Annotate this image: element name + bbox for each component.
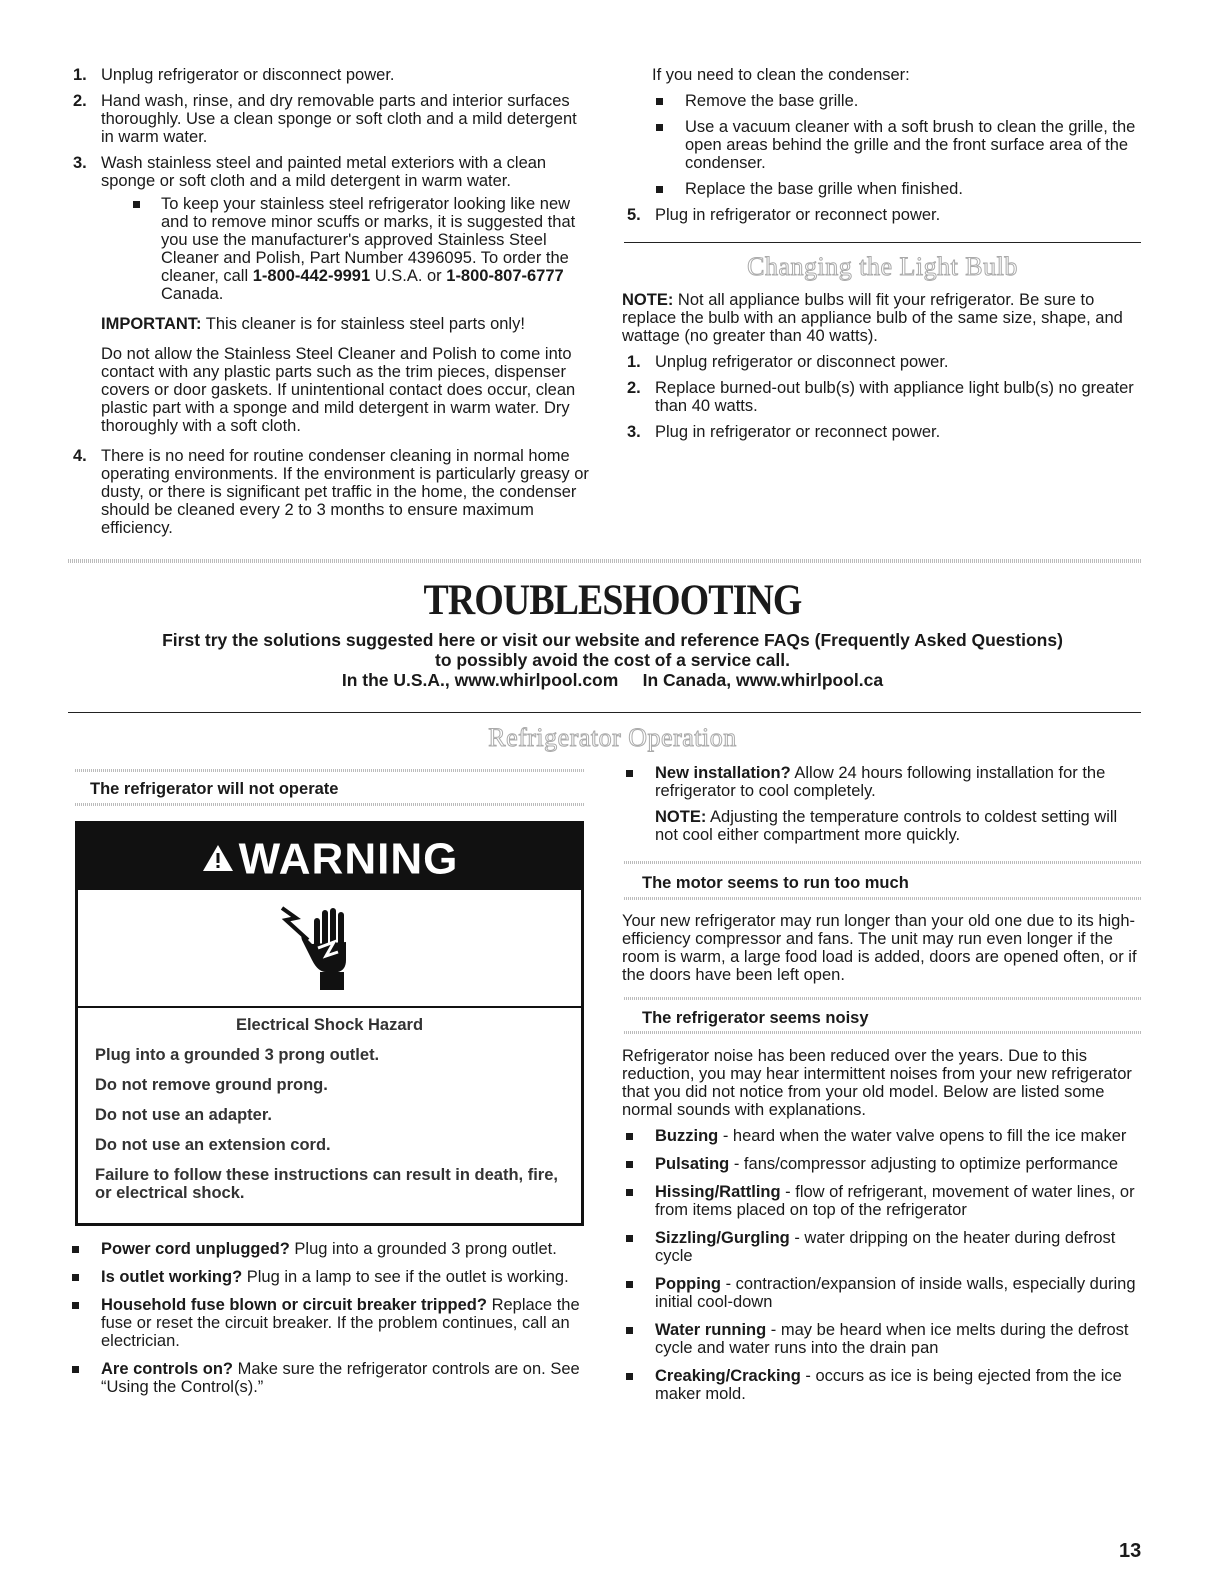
not-operate-heading: The refrigerator will not operate	[90, 780, 339, 798]
sound-item	[622, 1275, 1144, 1311]
warning-line: Failure to follow these instructions can result in death, fire, or electrical shock.	[95, 1166, 558, 1202]
warning-title: WARNING	[238, 834, 459, 884]
hatch-divider	[624, 1031, 1141, 1034]
hatch-divider	[624, 861, 1141, 864]
stainless-tip	[131, 195, 590, 303]
condenser-bullet: Remove the base grille.	[652, 92, 1144, 110]
note-text: Not all appliance bulbs will fit your refrigerator. Be sure to replace the bulb with an appliance bulb of the same size, shape, and wattage (no greater than 40 watts).	[622, 291, 1123, 345]
page-number: 13	[1119, 1540, 1142, 1562]
step-number: 1.	[73, 66, 87, 84]
new-install-item	[622, 764, 1144, 800]
sound-item	[622, 1155, 1144, 1173]
step-5	[622, 206, 1144, 224]
intro-line-1: First try the solutions suggested here or visit our website and reference FAQs (Frequently Asked Questions)	[162, 630, 1063, 650]
hatch-divider	[624, 897, 1141, 900]
intro-line-3: In the U.S.A., www.whirlpool.com In Canada, www.whirlpool.ca	[341, 670, 884, 690]
step-number: 3.	[73, 154, 87, 172]
step-text: Hand wash, rinse, and dry removable parts and interior surfaces thoroughly. Use a clean sponge or soft cloth and a mild detergent in warm water.	[101, 92, 577, 146]
step-text: Plug in refrigerator or reconnect power.	[655, 423, 941, 441]
divider	[624, 242, 1141, 243]
contact-warning	[68, 345, 590, 435]
bulb-step-2	[622, 379, 1144, 415]
check-question: Power cord unplugged?	[101, 1240, 290, 1258]
warning-instructions	[95, 1046, 565, 1202]
new-installation	[622, 764, 1144, 844]
condenser-bullets	[622, 92, 1144, 198]
phone-canada: 1-800-807-6777	[446, 267, 564, 285]
sound-desc: - occurs as ice is being ejected from the ice maker mold.	[655, 1367, 1122, 1403]
tip-text-a: To keep your stainless steel refrigerator looking like new and to remove minor scuffs or marks, it is suggested that you use the manufacturer's approved Stainless Steel Cleaner and Polish, Part Number 4396095. To order the cleaner, call	[161, 195, 576, 285]
sound-name: Popping	[655, 1275, 721, 1293]
light-bulb-heading: Changing the Light Bulb	[747, 252, 1018, 281]
motor-heading: The motor seems to run too much	[642, 874, 909, 892]
sound-item	[622, 1183, 1144, 1219]
sound-desc: - heard when the water valve opens to fill the ice maker	[718, 1127, 1127, 1145]
noisy-intro: Refrigerator noise has been reduced over the years. Due to this reduction, you may hear intermittent noises from your new refrigerator that you did not notice from your old model. Below are listed some normal sounds with explanations.	[622, 1047, 1132, 1119]
troubleshooting-title: TROUBLESHOOTING	[423, 577, 802, 624]
step-number: 3.	[627, 423, 641, 441]
sound-name: Pulsating	[655, 1155, 730, 1173]
step-text: Replace burned-out bulb(s) with appliance light bulb(s) no greater than 40 watts.	[655, 379, 1134, 415]
condenser-bullet: Use a vacuum cleaner with a soft brush to clean the grille, the open areas behind the grille and the front surface area of the condenser.	[652, 118, 1144, 172]
sound-desc: - water dripping on the heater during defrost cycle	[655, 1229, 1116, 1265]
new-install-answer: Allow 24 hours following installation for the refrigerator to cool completely.	[655, 764, 1106, 800]
bulb-note	[622, 291, 1144, 345]
warning-header	[78, 824, 581, 890]
divider	[68, 712, 1141, 713]
step-1	[68, 66, 590, 84]
check-item	[68, 1296, 590, 1350]
noisy-section	[622, 1047, 1144, 1411]
check-question: Are controls on?	[101, 1360, 234, 1378]
tip-text-c: Canada.	[161, 285, 224, 303]
note-label: NOTE:	[655, 808, 707, 826]
step-text: Unplug refrigerator or disconnect power.	[655, 353, 949, 371]
important-note	[68, 315, 590, 333]
step-number: 2.	[627, 379, 641, 397]
step-text: There is no need for routine condenser cleaning in normal home operating environments. If the environment is particularly greasy or dusty, or there is significant pet traffic in the home, the condenser should be cleaned every 2 to 3 months to ensure maximum efficiency.	[101, 447, 589, 537]
step-3-bullets	[68, 195, 590, 303]
electrical-shock-hand-icon	[278, 902, 378, 994]
intro-line-2: to possibly avoid the cost of a service call.	[435, 650, 790, 670]
step-text: Wash stainless steel and painted metal exteriors with a clean sponge or soft cloth and a mild detergent in warm water.	[101, 154, 547, 190]
check-answer: Make sure the refrigerator controls are on. See “Using the Control(s).”	[101, 1360, 580, 1396]
noisy-heading: The refrigerator seems noisy	[642, 1009, 869, 1027]
refrigerator-operation-heading: Refrigerator Operation	[488, 723, 737, 752]
not-operate-checks	[68, 1240, 590, 1404]
new-install-note	[622, 808, 1144, 844]
warning-separator	[78, 1006, 581, 1008]
hazard-name: Electrical Shock Hazard	[235, 1016, 424, 1034]
step-number: 4.	[73, 447, 87, 465]
sound-name: Sizzling/Gurgling	[655, 1229, 790, 1247]
warning-box	[75, 821, 584, 1226]
sound-item	[622, 1321, 1144, 1357]
important-label: IMPORTANT:	[101, 315, 202, 333]
check-item	[68, 1360, 590, 1396]
sound-name: Water running	[655, 1321, 767, 1339]
note-text: Adjusting the temperature controls to coldest setting will not cool either compartment more quickly.	[655, 808, 1118, 844]
sound-item	[622, 1229, 1144, 1265]
troubleshooting-intro	[0, 630, 1225, 690]
step-3	[68, 154, 590, 190]
step-4	[68, 447, 590, 537]
hatch-divider	[75, 803, 584, 806]
sound-name: Hissing/Rattling	[655, 1183, 781, 1201]
step-2	[68, 92, 590, 146]
check-question: Is outlet working?	[101, 1268, 243, 1286]
motor-text: Your new refrigerator may run longer than your old one due to its high-efficiency compressor and fans. The unit may run even longer if the room is warm, a large food load is added, doors are opened often, or if the doors have been left open.	[622, 912, 1137, 984]
check-answer: Replace the fuse or reset the circuit breaker. If the problem continues, call an electrician.	[101, 1296, 580, 1350]
step-number: 1.	[627, 353, 641, 371]
check-question: Household fuse blown or circuit breaker tripped?	[101, 1296, 487, 1314]
sound-desc: - fans/compressor adjusting to optimize performance	[729, 1155, 1119, 1173]
important-text: This cleaner is for stainless steel parts only!	[201, 315, 525, 333]
check-item	[68, 1240, 590, 1258]
sound-name: Creaking/Cracking	[655, 1367, 801, 1385]
warning-line: Do not remove ground prong.	[95, 1076, 328, 1094]
sound-desc: - flow of refrigerant, movement of water lines, or from items placed on top of the refrigerator	[655, 1183, 1135, 1219]
condenser-intro: If you need to clean the condenser:	[652, 66, 910, 84]
tip-text-b: U.S.A. or	[370, 267, 447, 285]
note-label: NOTE:	[622, 291, 674, 309]
new-install-question: New installation?	[655, 764, 791, 782]
light-bulb-section	[622, 291, 1144, 449]
check-item	[68, 1268, 590, 1286]
warning-triangle-icon	[201, 826, 235, 892]
check-answer: Plug into a grounded 3 prong outlet.	[289, 1240, 557, 1258]
condenser-right	[622, 66, 1144, 232]
bulb-step-3	[622, 423, 1144, 441]
hatch-divider	[624, 997, 1141, 1000]
step-text: Plug in refrigerator or reconnect power.	[655, 206, 941, 224]
step-text: Unplug refrigerator or disconnect power.	[101, 66, 395, 84]
bulb-step-1	[622, 353, 1144, 371]
sound-item	[622, 1127, 1144, 1145]
sound-desc: - contraction/expansion of inside walls, especially during initial cool-down	[655, 1275, 1136, 1311]
hatch-divider	[75, 769, 584, 772]
cleaning-steps-left	[68, 66, 590, 545]
warning-line: Do not use an extension cord.	[95, 1136, 331, 1154]
contact-text: Do not allow the Stainless Steel Cleaner and Polish to come into contact with any plastic parts such as the trim pieces, dispenser covers or door gaskets. If unintentional contact does occur, clean plastic part with a sponge and mild detergent in warm water. Dry thoroughly with a soft cloth.	[101, 345, 576, 435]
condenser-bullet: Replace the base grille when finished.	[652, 180, 1144, 198]
step-number: 2.	[73, 92, 87, 110]
sound-desc: - may be heard when ice melts during the defrost cycle and water runs into the drain pan	[655, 1321, 1129, 1357]
check-answer: Plug in a lamp to see if the outlet is working.	[242, 1268, 569, 1286]
phone-us: 1-800-442-9991	[252, 267, 371, 285]
sound-item	[622, 1367, 1144, 1403]
warning-line: Do not use an adapter.	[95, 1106, 272, 1124]
step-number: 5.	[627, 206, 641, 224]
sound-name: Buzzing	[655, 1127, 719, 1145]
hatch-divider	[68, 559, 1141, 563]
warning-line: Plug into a grounded 3 prong outlet.	[95, 1046, 380, 1064]
